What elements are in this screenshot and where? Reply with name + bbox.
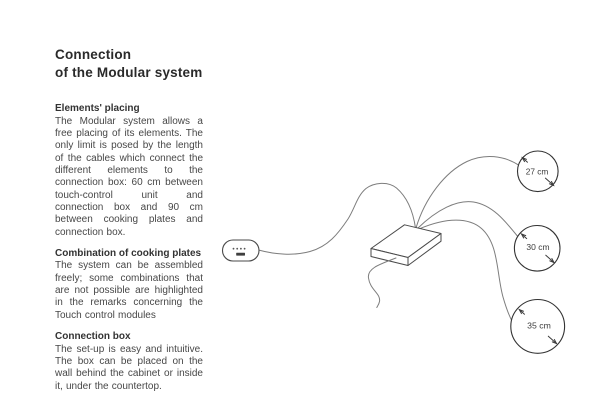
- touch-control-unit: [223, 240, 260, 261]
- cable-hanging: [368, 258, 396, 308]
- cable-to-plate-27cm: [416, 156, 520, 228]
- section-heading: Combination of cooking plates: [55, 247, 202, 259]
- page-title-line2: of the Modular system: [55, 65, 203, 80]
- section-body: The Modular system allows a free placing of its elements. The only limit is posed by the length of the cables which connect the different elements to the connection box: 60 cm between touch-control unit and connection box and 90 cm between cooking plates and connection box.: [55, 115, 203, 238]
- plate-circle-30cm: [514, 226, 560, 272]
- section-body: The set-up is easy and intuitive. The box can be placed on the wall behind the cabinet or inside it, under the countertop.: [55, 343, 203, 392]
- diameter-label: 35 cm: [527, 320, 551, 331]
- diameter-label: 27 cm: [525, 166, 549, 177]
- section-heading: Elements' placing: [55, 103, 140, 114]
- diameter-label: 30 cm: [526, 242, 550, 252]
- plate-circle-35cm: [511, 300, 565, 354]
- section-body: The system can be assembled freely; some combinations that are not possible are highlighted in the remarks concerning the Touch control modules: [55, 260, 203, 321]
- touch-unit-body: [223, 240, 260, 261]
- plate-circle-27cm: [518, 151, 559, 192]
- touch-unit-display: [236, 253, 245, 256]
- connection-box: [371, 225, 441, 266]
- section-heading: Connection box: [55, 331, 131, 343]
- page-title-line1: Connection: [55, 47, 132, 62]
